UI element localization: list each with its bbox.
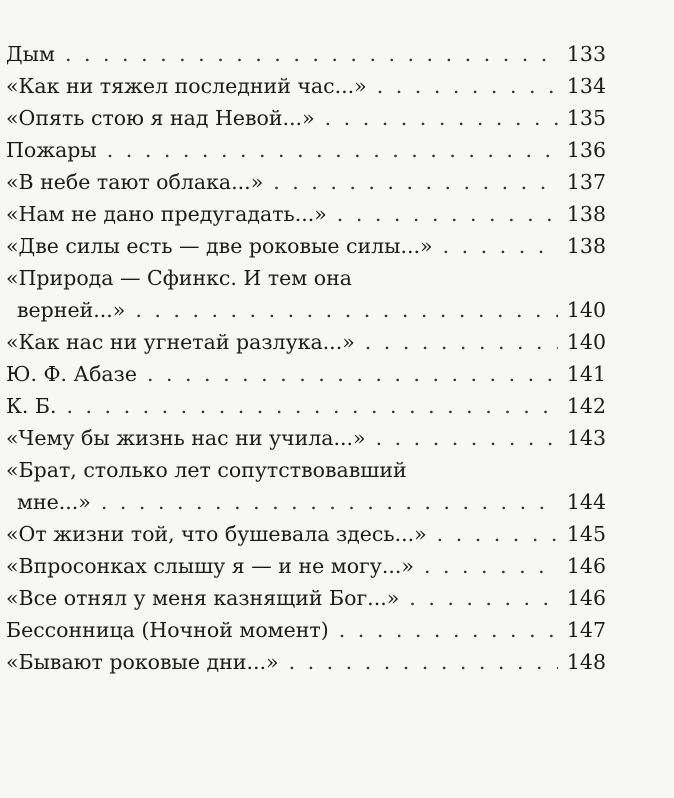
toc-entry-title: «Как нас ни угнетай разлука...» xyxy=(6,330,355,354)
dot-leader xyxy=(147,358,558,390)
toc-entry xyxy=(6,454,606,518)
toc-entry-page: 147 xyxy=(566,618,606,642)
table-of-contents xyxy=(6,38,606,678)
toc-entry-title: «Чему бы жизнь нас ни учила...» xyxy=(6,426,366,450)
toc-entry-page: 145 xyxy=(566,522,606,546)
toc-entry-page: 144 xyxy=(566,490,606,514)
toc-entry-page: 135 xyxy=(566,106,606,130)
toc-entry-title: «Две силы есть — две роковые силы...» xyxy=(6,234,433,258)
toc-entry xyxy=(6,166,606,198)
toc-entry-page: 140 xyxy=(566,330,606,354)
toc-entry xyxy=(6,422,606,454)
toc-entry-title: Бессонница (Ночной момент) xyxy=(6,618,329,642)
dot-leader xyxy=(325,102,558,134)
toc-entry-title-continuation: верней...» xyxy=(17,298,126,322)
toc-entry-page: 140 xyxy=(566,298,606,322)
toc-entry-title: Ю. Ф. Абазе xyxy=(6,362,137,386)
dot-leader xyxy=(66,390,558,422)
toc-entry-page: 138 xyxy=(566,202,606,226)
dot-leader xyxy=(339,614,558,646)
toc-entry-title: «Как ни тяжел последний час...» xyxy=(6,74,367,98)
toc-entry-page: 143 xyxy=(566,426,606,450)
toc-entry-page: 146 xyxy=(566,554,606,578)
toc-entry-page: 137 xyxy=(566,170,606,194)
dot-leader xyxy=(376,422,558,454)
toc-entry-title: «Все отнял у меня казнящий Бог...» xyxy=(6,586,400,610)
dot-leader xyxy=(377,70,558,102)
dot-leader xyxy=(65,38,558,70)
toc-entry xyxy=(6,38,606,70)
dot-leader xyxy=(101,486,558,518)
toc-entry-title: «Бывают роковые дни...» xyxy=(6,650,279,674)
toc-entry-title: «От жизни той, что бушевала здесь...» xyxy=(6,522,427,546)
toc-entry-title: К. Б. xyxy=(6,394,57,418)
dot-leader xyxy=(289,646,558,678)
toc-entry xyxy=(6,262,606,326)
toc-entry-page: 146 xyxy=(566,586,606,610)
toc-entry xyxy=(6,582,606,614)
toc-entry-page: 141 xyxy=(566,362,606,386)
toc-entry xyxy=(6,134,606,166)
toc-entry xyxy=(6,102,606,134)
toc-entry xyxy=(6,646,606,678)
toc-entry xyxy=(6,70,606,102)
dot-leader xyxy=(437,518,558,550)
toc-entry-page: 136 xyxy=(566,138,606,162)
dot-leader xyxy=(337,198,558,230)
toc-entry-page: 148 xyxy=(566,650,606,674)
dot-leader xyxy=(424,550,558,582)
toc-entry-title: «Брат, столько лет сопутствовавший xyxy=(6,458,407,482)
toc-entry-title: «Опять стою я над Невой...» xyxy=(6,106,315,130)
toc-entry-page: 138 xyxy=(566,234,606,258)
toc-entry-title-continuation: мне...» xyxy=(17,490,91,514)
toc-entry xyxy=(6,358,606,390)
toc-entry xyxy=(6,198,606,230)
toc-entry-title: Пожары xyxy=(6,138,97,162)
toc-entry xyxy=(6,614,606,646)
toc-entry xyxy=(6,230,606,262)
toc-entry-title: «В небе тают облака...» xyxy=(6,170,264,194)
dot-leader xyxy=(273,166,558,198)
toc-entry xyxy=(6,550,606,582)
toc-entry xyxy=(6,518,606,550)
toc-entry-page: 142 xyxy=(566,394,606,418)
toc-entry xyxy=(6,390,606,422)
dot-leader xyxy=(135,294,558,326)
toc-entry-title: «Впросонках слышу я — и не могу...» xyxy=(6,554,414,578)
dot-leader xyxy=(107,134,558,166)
toc-entry-title: Дым xyxy=(6,42,55,66)
dot-leader xyxy=(443,230,558,262)
toc-entry-title: «Нам не дано предугадать...» xyxy=(6,202,327,226)
toc-entry-page: 133 xyxy=(566,42,606,66)
dot-leader xyxy=(409,582,558,614)
toc-entry-page: 134 xyxy=(566,74,606,98)
toc-entry xyxy=(6,326,606,358)
dot-leader xyxy=(365,326,558,358)
toc-entry-title: «Природа — Сфинкс. И тем она xyxy=(6,266,352,290)
